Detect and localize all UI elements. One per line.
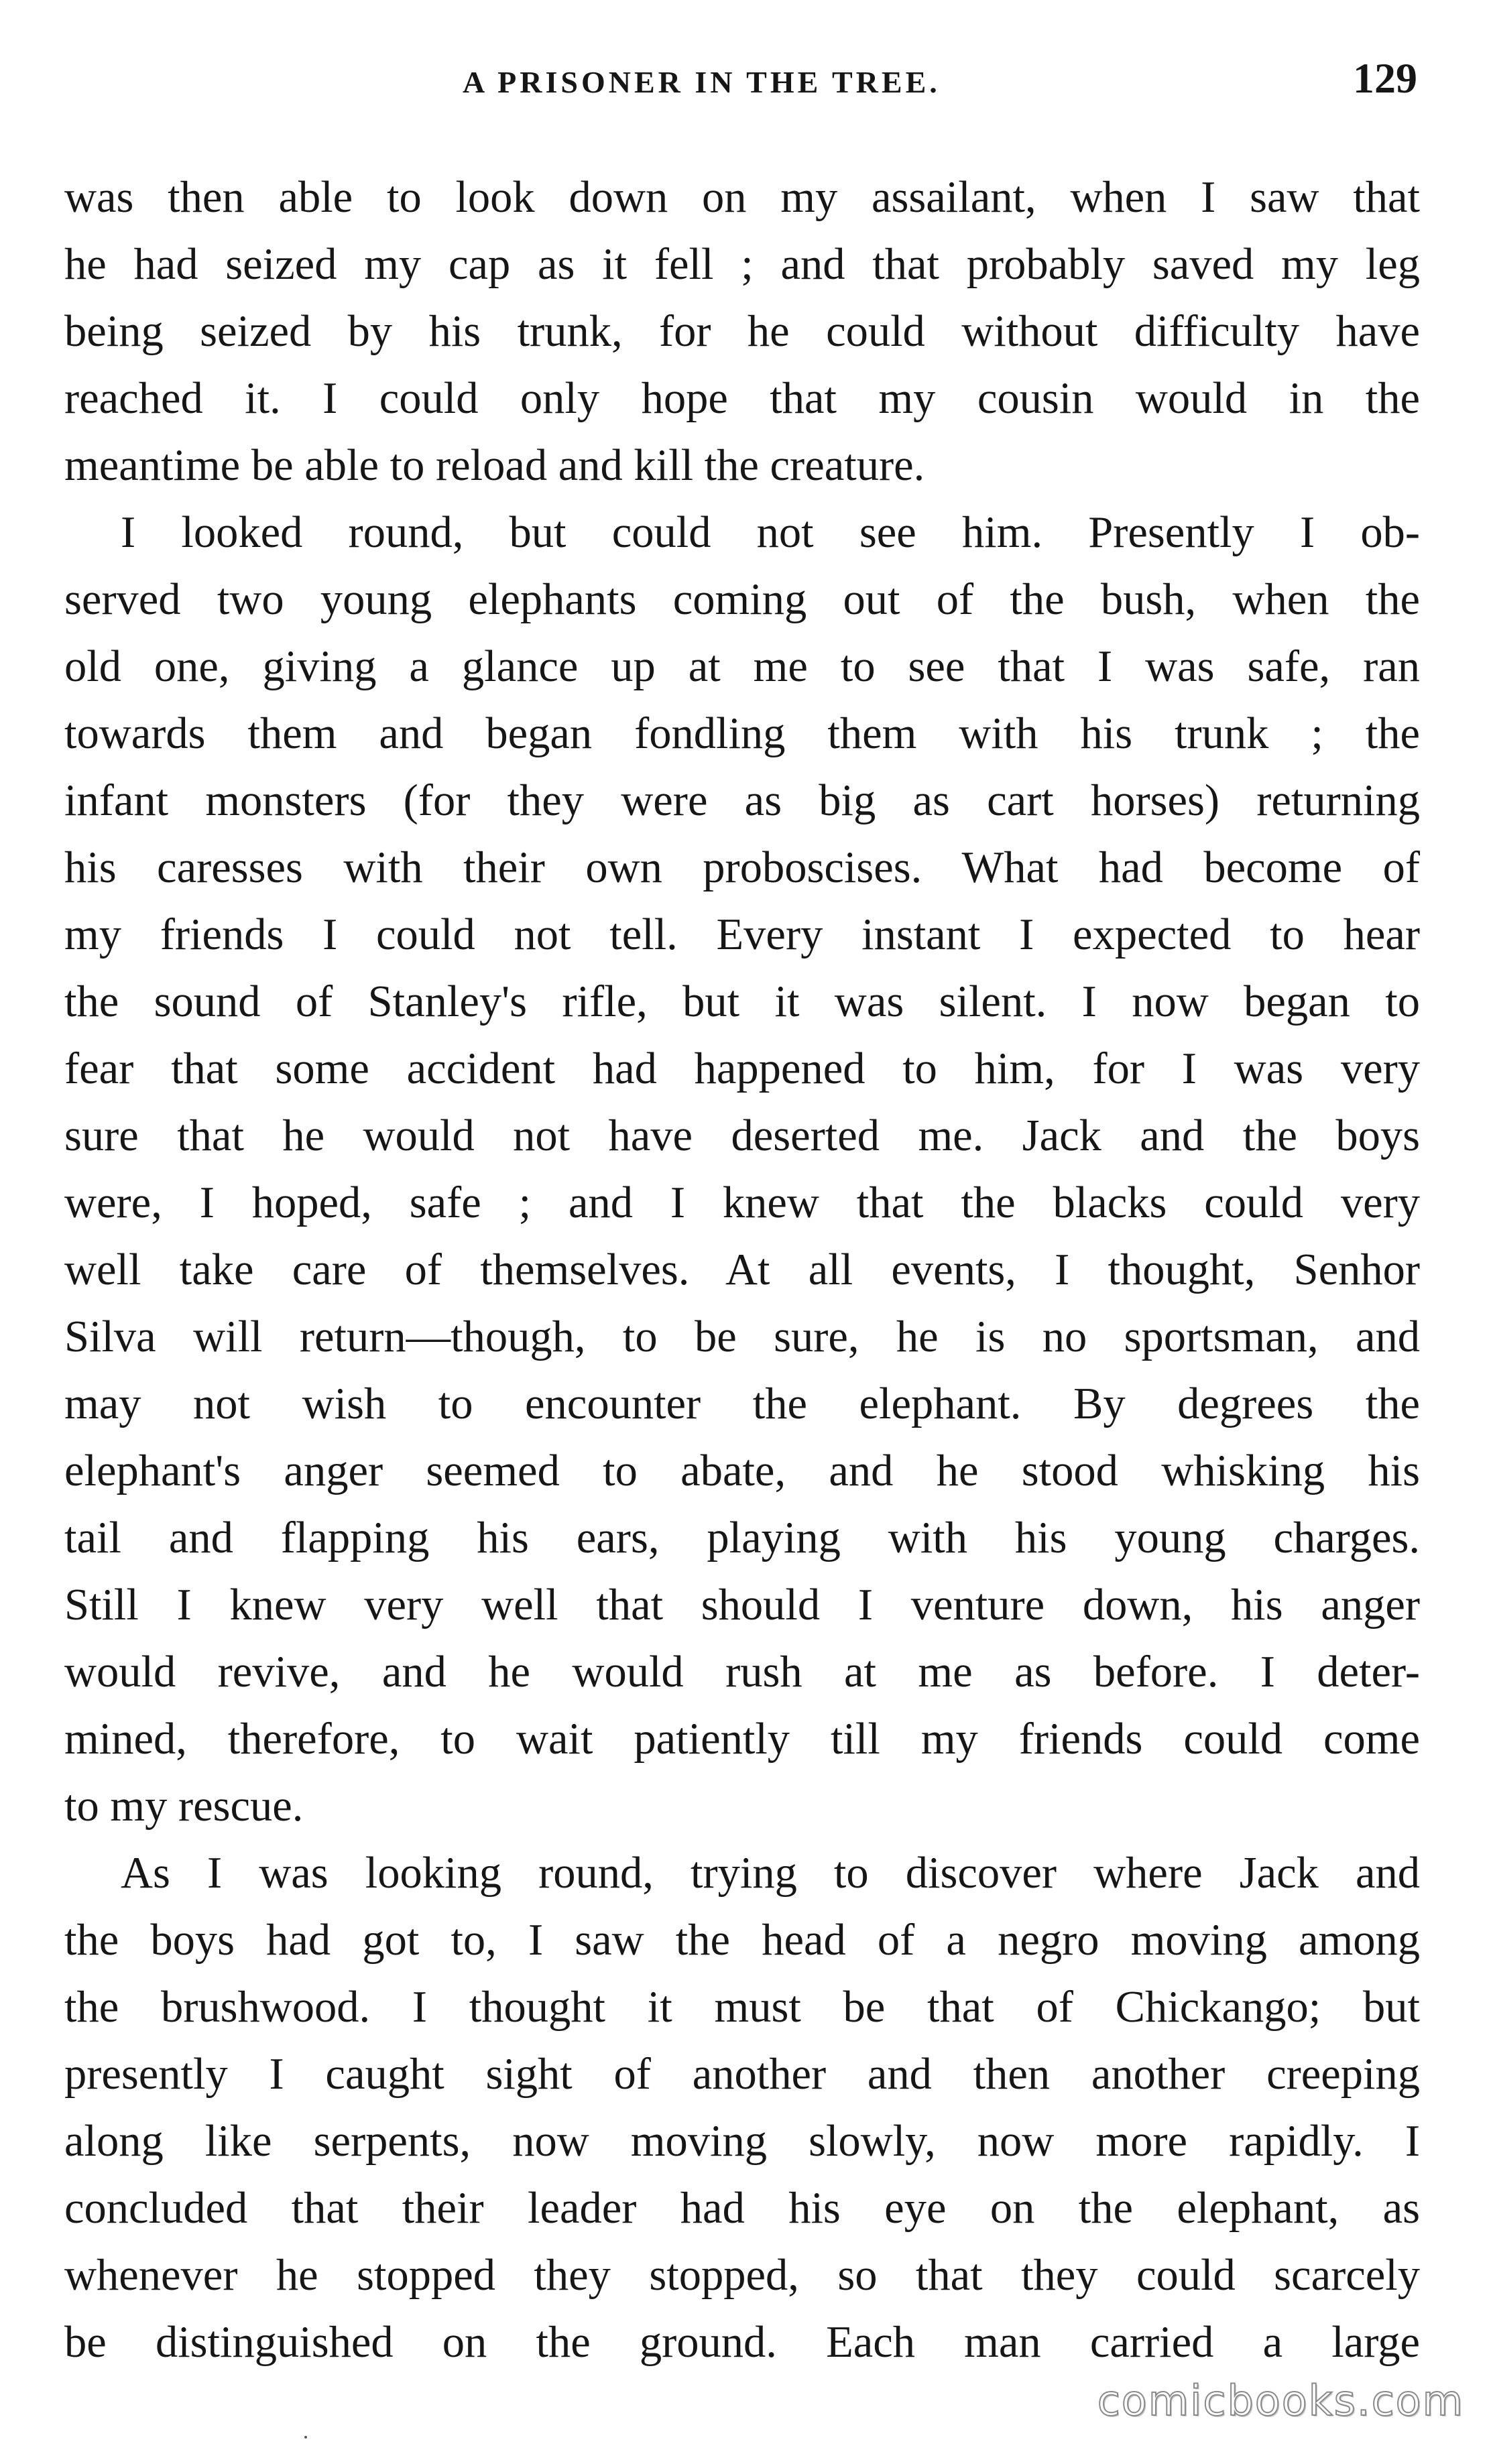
text-line: reached it. I could only hope that my cousin would in the	[64, 374, 1420, 423]
ink-speck	[304, 2436, 307, 2439]
text-line: fear that some accident had happened to him, for I was very	[64, 1044, 1420, 1093]
watermark: comicbooks.com	[1097, 2376, 1464, 2425]
text-line: concluded that their leader had his eye on the elephant, as	[64, 2184, 1420, 2233]
text-line: may not wish to encounter the elephant. By degrees the	[64, 1379, 1420, 1428]
text-line: the boys had got to, I saw the head of a negro moving among	[64, 1916, 1420, 1965]
text-line: along like serpents, now moving slowly, now more rapidly. I	[64, 2117, 1420, 2166]
text-line: would revive, and he would rush at me as before. I deter-	[64, 1648, 1420, 1697]
text-line: I looked round, but could not see him. Presently I ob-	[121, 508, 1420, 557]
paragraph-2	[64, 499, 1420, 1840]
running-title: A PRISONER IN THE TREE.	[463, 65, 941, 99]
text-line: old one, giving a glance up at me to see that I was safe, ran	[64, 642, 1420, 691]
text-line: towards them and began fondling them with his trunk ; the	[64, 709, 1420, 758]
text-line: Silva will return—though, to be sure, he is no sportsman, and	[64, 1312, 1420, 1361]
text-line: presently I caught sight of another and then another creeping	[64, 2050, 1420, 2099]
text-line: sure that he would not have deserted me. Jack and the boys	[64, 1111, 1420, 1160]
text-line: the sound of Stanley's rifle, but it was silent. I now began to	[64, 977, 1420, 1026]
text-line: my friends I could not tell. Every instant I expected to hear	[64, 910, 1420, 959]
body-text	[64, 164, 1420, 2376]
text-line: served two young elephants coming out of the bush, when the	[64, 575, 1420, 624]
text-line: mined, therefore, to wait patiently till my friends could come	[64, 1715, 1420, 1764]
page-number: 129	[1353, 54, 1417, 102]
text-line: infant monsters (for they were as big as cart horses) returning	[64, 776, 1420, 825]
text-line: elephant's anger seemed to abate, and he stood whisking his	[64, 1446, 1420, 1495]
text-line: whenever he stopped they stopped, so that they could scarcely	[64, 2251, 1420, 2300]
text-line: meantime be able to reload and kill the creature.	[64, 441, 925, 490]
text-line: Still I knew very well that should I venture down, his anger	[64, 1581, 1420, 1629]
text-line: were, I hoped, safe ; and I knew that the blacks could very	[64, 1178, 1420, 1227]
text-line: As I was looking round, trying to discover where Jack and	[121, 1849, 1420, 1898]
text-line: was then able to look down on my assailant, when I saw that	[64, 173, 1420, 222]
text-line: his caresses with their own proboscises. What had become of	[64, 843, 1420, 892]
text-line: well take care of themselves. At all events, I thought, Senhor	[64, 1245, 1420, 1294]
text-line: tail and flapping his ears, playing with his young charges.	[64, 1514, 1420, 1562]
paragraph-3	[64, 1840, 1420, 2376]
text-line: the brushwood. I thought it must be that of Chickango; but	[64, 1983, 1420, 2032]
text-line: be distinguished on the ground. Each man carried a large	[64, 2318, 1420, 2367]
text-line: being seized by his trunk, for he could without difficulty have	[64, 307, 1420, 356]
paragraph-1	[64, 164, 1420, 499]
text-line: to my rescue.	[64, 1782, 304, 1831]
text-line: he had seized my cap as it fell ; and that probably saved my leg	[64, 240, 1420, 289]
